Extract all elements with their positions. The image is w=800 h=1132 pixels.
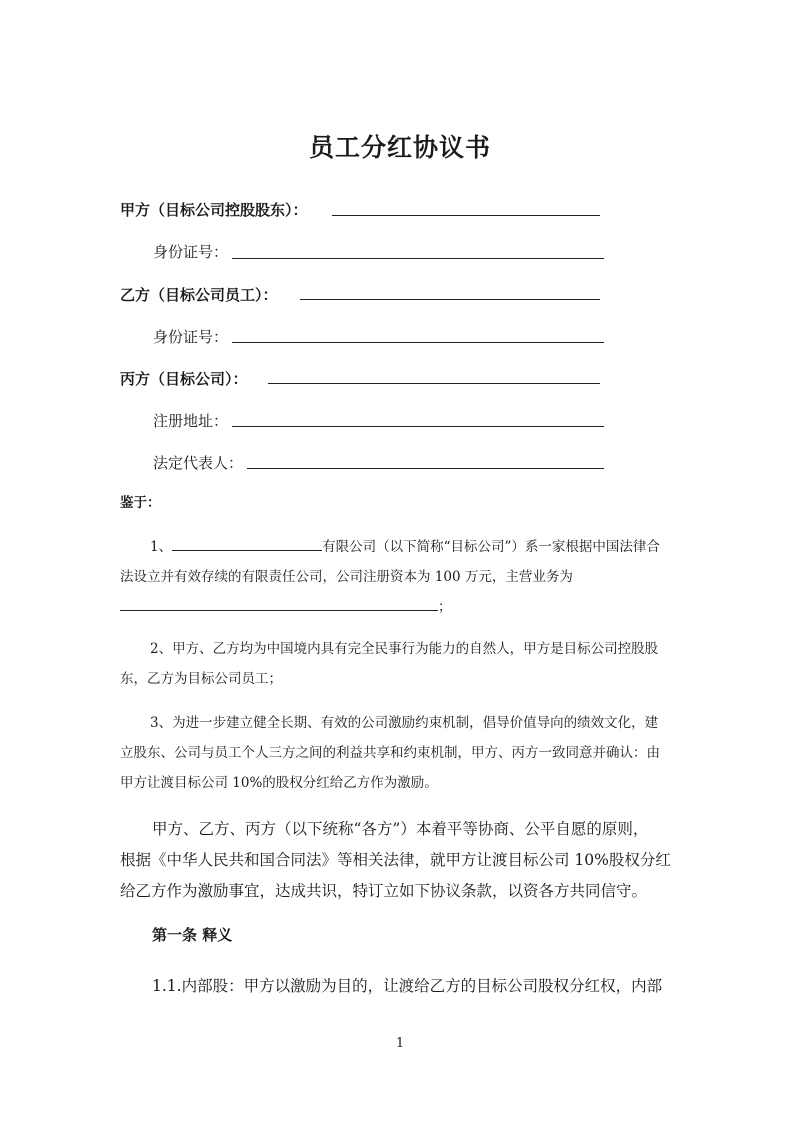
clause-3-line-1: 3、为进一步建立健全长期、有效的公司激励约束机制，倡导价值导向的绩效文化，建	[150, 715, 659, 731]
party-b-blank	[300, 299, 600, 300]
party-c-label: 丙方（目标公司）：	[120, 370, 248, 388]
party-c-blank	[268, 383, 600, 384]
party-b-id-label: 身份证号：	[153, 328, 229, 346]
party-c-address-blank	[232, 426, 604, 427]
party-c-rep-label: 法定代表人：	[153, 454, 244, 472]
party-b-id-blank	[232, 342, 604, 343]
clause-2-line-1: 2、甲方、乙方均为中国境内具有完全民事行为能力的自然人，甲方是目标公司控股股	[150, 641, 659, 657]
article-1-item-1-1: 1.1.内部股：甲方以激励为目的，让渡给乙方的目标公司股权分红权，内部	[152, 977, 663, 995]
party-c-rep-blank	[247, 468, 604, 469]
recital-line-1: 甲方、乙方、丙方（以下统称“各方”）本着平等协商、公平自愿的原则，	[152, 820, 649, 838]
clause-1-line-1	[150, 536, 660, 558]
business-scope-blank	[120, 596, 438, 611]
party-b-label: 乙方（目标公司员工）：	[120, 286, 278, 304]
clause-1-line-3	[120, 596, 452, 618]
clause-3-line-3: 甲方让渡目标公司 10%的股权分红给乙方作为激励。	[120, 775, 438, 791]
party-a-blank	[332, 215, 600, 216]
document-title: 员工分红协议书	[308, 133, 491, 162]
party-a-label: 甲方（目标公司控股股东）：	[120, 201, 308, 219]
recital-line-3: 给乙方作为激励事宜，达成共识，特订立如下协议条款，以资各方共同信守。	[120, 882, 648, 900]
party-c-address-label: 注册地址：	[153, 412, 229, 430]
party-a-id-label: 身份证号：	[153, 243, 229, 261]
clause-2-line-2: 东，乙方为目标公司员工；	[120, 671, 282, 687]
page-number: 1	[395, 1036, 405, 1051]
recital-line-2: 根据《中华人民共和国合同法》等相关法律，就甲方让渡目标公司 10%股权分红	[120, 851, 671, 869]
clause-1-line-2: 法设立并有效存续的有限责任公司，公司注册资本为 100 万元，主营业务为	[120, 569, 573, 585]
article-1-heading: 第一条 释义	[152, 926, 233, 944]
clause-1-line-3-end: ；	[438, 599, 452, 615]
clause-1-prefix: 1、	[150, 539, 173, 555]
party-a-id-blank	[232, 258, 604, 259]
whereas-heading: 鉴于：	[120, 495, 161, 511]
clause-1-line-1-text: 有限公司（以下简称“目标公司”）系一家根据中国法律合	[322, 539, 660, 555]
clause-3-line-2: 立股东、公司与员工个人三方之间的利益共享和约束机制，甲方、丙方一致同意并确认：由	[120, 745, 660, 761]
company-name-blank	[172, 536, 322, 551]
